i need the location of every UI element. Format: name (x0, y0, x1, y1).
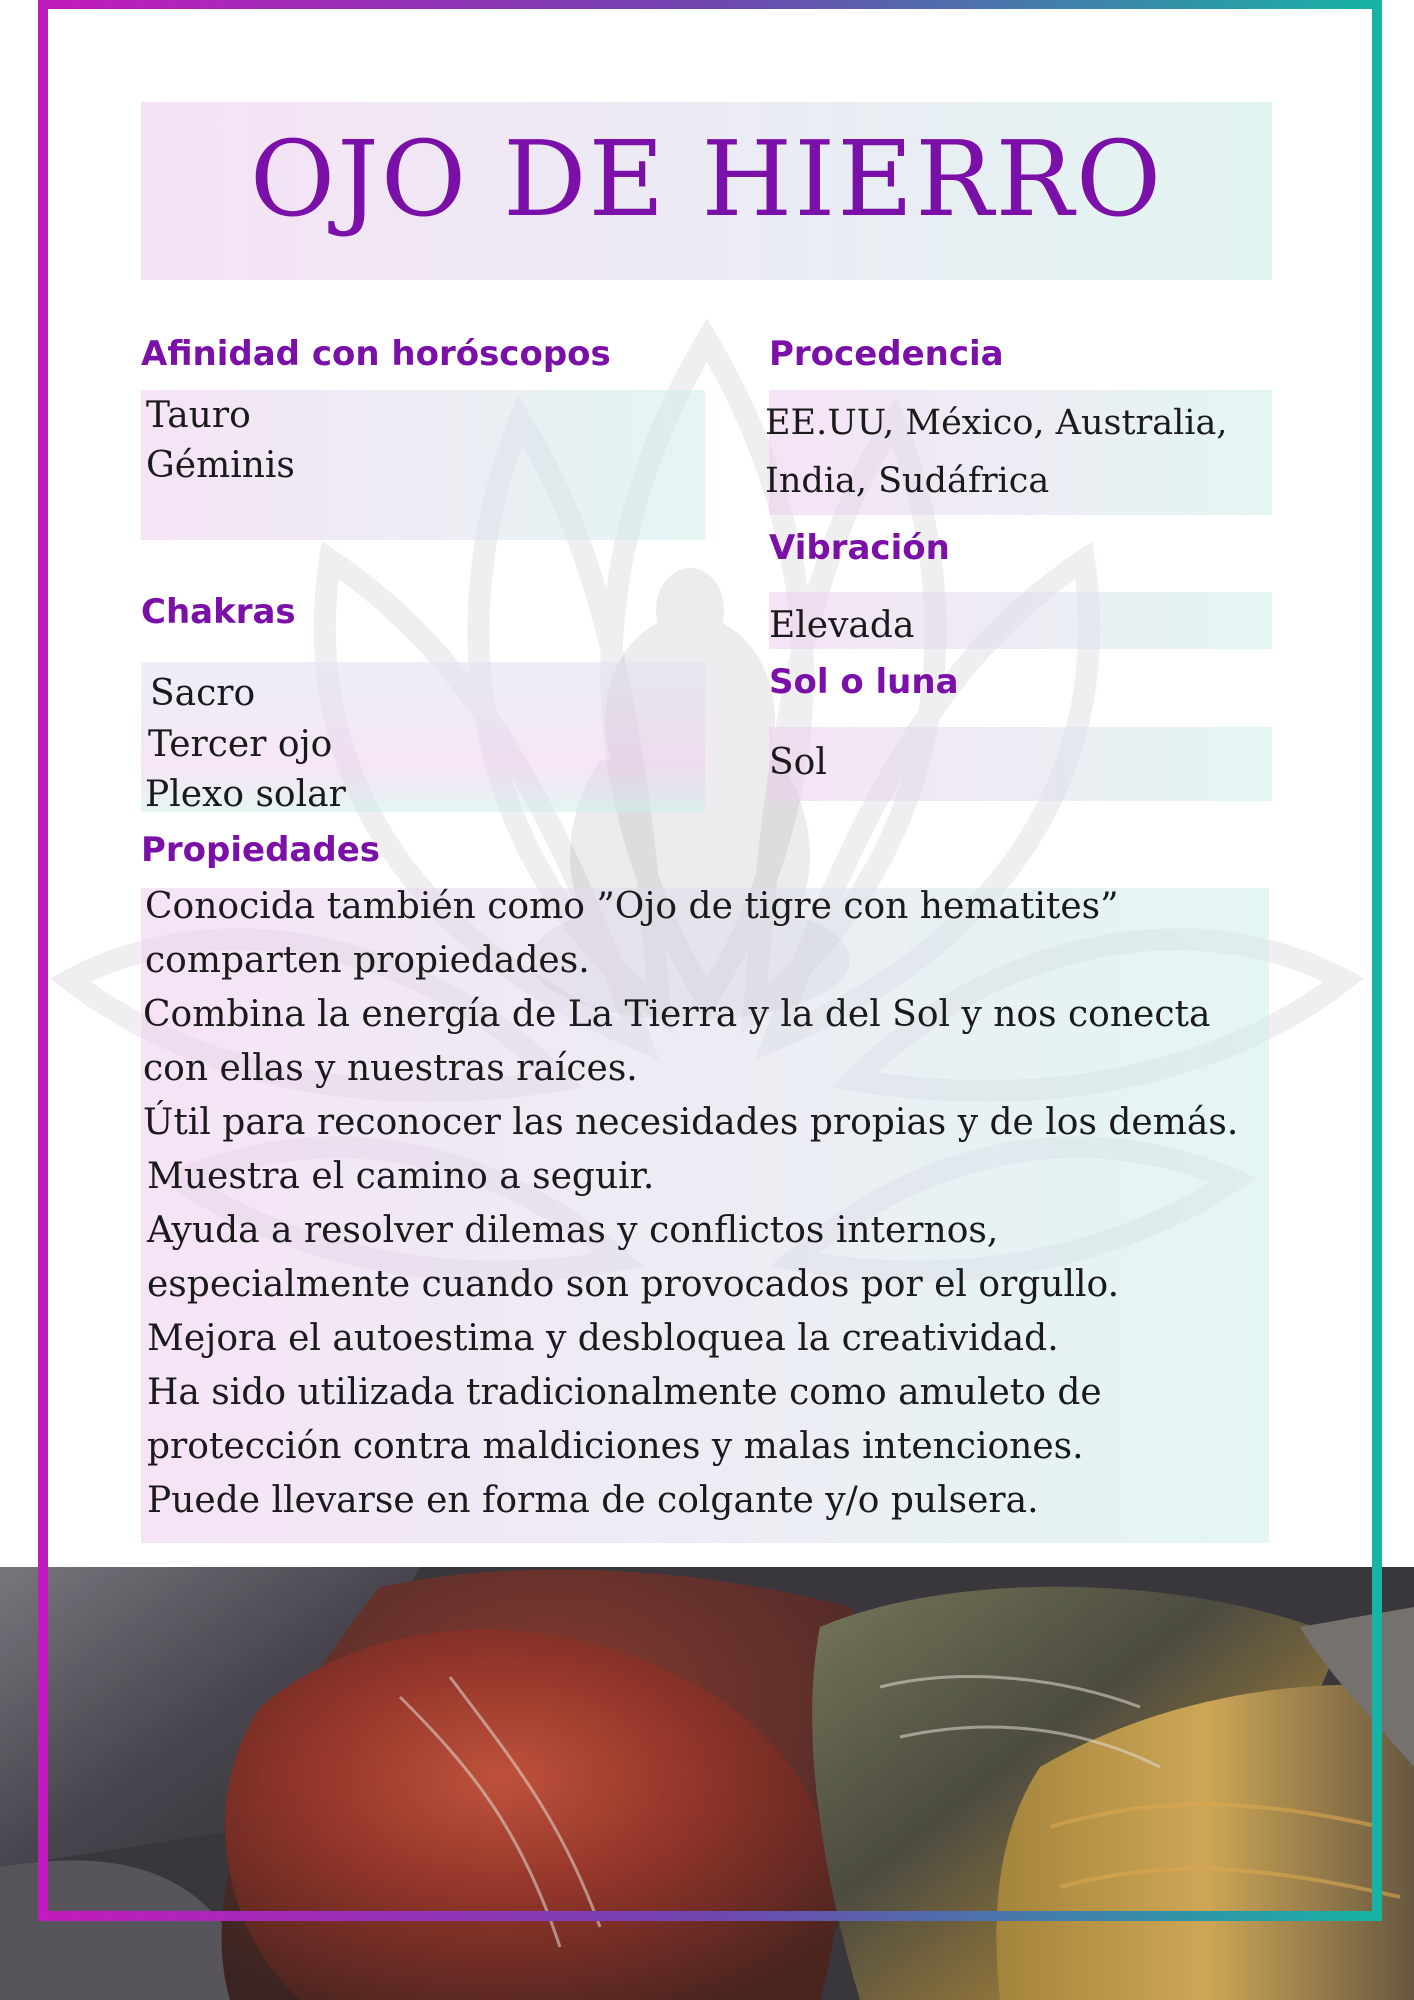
properties-line: Ayuda a resolver dilemas y conflictos internos, (147, 1210, 999, 1251)
frame-top (38, 0, 1382, 9)
properties-line: protección contra maldiciones y malas intenciones. (147, 1426, 1084, 1467)
origin-line: India, Sudáfrica (765, 461, 1050, 501)
chakras-item: Tercer ojo (148, 724, 333, 765)
properties-line: Mejora el autoestima y desbloquea la creatividad. (147, 1318, 1059, 1359)
sun-moon-box (769, 727, 1272, 801)
page-title: OJO DE HIERRO (249, 118, 1164, 240)
properties-line: Útil para reconocer las necesidades propias y de los demás. (143, 1102, 1239, 1143)
horoscope-item: Tauro (146, 395, 251, 436)
stones-photo (0, 1567, 1414, 2000)
sun-moon-heading: Sol o luna (769, 662, 959, 702)
properties-line: Conocida también como ”Ojo de tigre con hematites” (145, 886, 1119, 927)
origin-line: EE.UU, México, Australia, (765, 403, 1228, 443)
vibration-value: Elevada (769, 605, 915, 646)
chakras-heading: Chakras (141, 592, 296, 632)
properties-heading: Propiedades (141, 830, 381, 870)
properties-line: Combina la energía de La Tierra y la del Sol y nos conecta (143, 994, 1211, 1035)
horoscope-heading: Afinidad con horóscopos (141, 334, 611, 374)
horoscope-item: Géminis (146, 445, 295, 486)
chakras-item: Plexo solar (145, 774, 346, 815)
sun-moon-value: Sol (769, 742, 827, 783)
chakras-item: Sacro (150, 673, 256, 714)
origin-heading: Procedencia (769, 334, 1004, 374)
properties-text (145, 880, 1285, 1528)
properties-line: especialmente cuando son provocados por el orgullo. (147, 1264, 1120, 1305)
properties-line: Muestra el camino a seguir. (147, 1156, 655, 1197)
frame-bottom (38, 1911, 1382, 1921)
frame-left (38, 0, 48, 1921)
frame-right (1372, 0, 1382, 1921)
properties-line: comparten propiedades. (145, 940, 590, 981)
properties-line: con ellas y nuestras raíces. (143, 1048, 638, 1089)
vibration-heading: Vibración (769, 528, 950, 568)
properties-line: Ha sido utilizada tradicionalmente como amuleto de (147, 1372, 1102, 1413)
properties-line: Puede llevarse en forma de colgante y/o pulsera. (147, 1480, 1039, 1521)
